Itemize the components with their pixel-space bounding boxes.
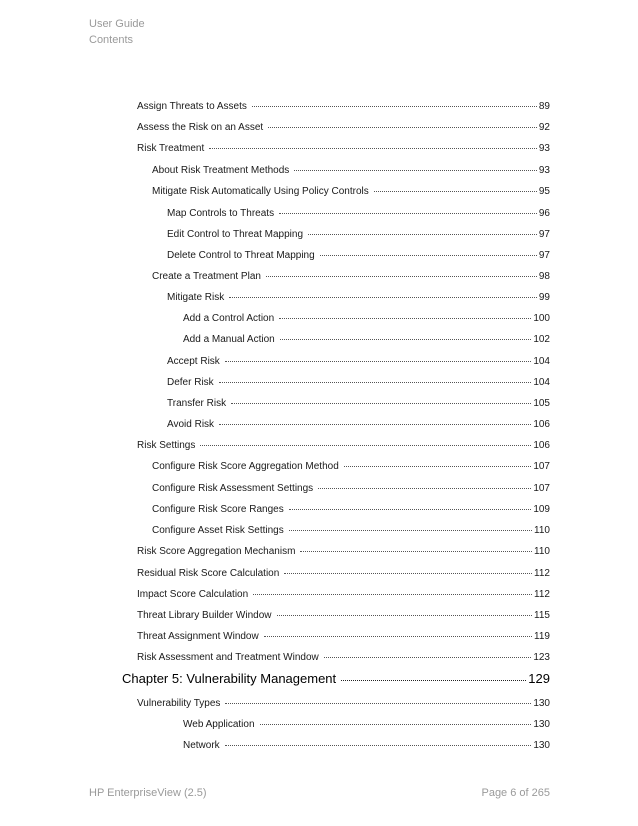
toc-leader-dots: [268, 127, 537, 128]
toc-entry-label: Transfer Risk: [167, 398, 227, 409]
toc-entry-page: 99: [538, 292, 550, 303]
toc-entry-page: 123: [533, 652, 550, 663]
toc-leader-dots: [300, 551, 532, 552]
toc-entry-label: Edit Control to Threat Mapping: [167, 229, 304, 240]
toc-leader-dots: [294, 170, 537, 171]
toc-leader-dots: [374, 191, 537, 192]
toc-leader-dots: [279, 213, 537, 214]
toc-leader-dots: [318, 488, 531, 489]
toc-entry-page: 95: [538, 186, 550, 197]
toc-entry-label: Chapter 5: Vulnerability Management: [122, 671, 337, 686]
toc-entry-page: 93: [538, 165, 550, 176]
toc-entry-label: Add a Control Action: [183, 313, 275, 324]
toc-entry-page: 130: [533, 740, 550, 751]
toc-entry[interactable]: [137, 652, 550, 663]
toc-entry-page: 93: [538, 143, 550, 154]
toc-entry[interactable]: [167, 250, 550, 261]
toc-entry[interactable]: [137, 589, 550, 600]
toc-entry-page: 106: [533, 440, 550, 451]
toc-entry[interactable]: [137, 440, 550, 451]
toc-entry-label: Map Controls to Threats: [167, 208, 275, 219]
toc-entry-label: Configure Risk Score Ranges: [152, 504, 284, 515]
toc-leader-dots: [225, 703, 531, 704]
toc-leader-dots: [279, 318, 531, 319]
toc-leader-dots: [266, 276, 537, 277]
toc-leader-dots: [277, 615, 533, 616]
toc-entry-page: 89: [538, 101, 550, 112]
toc-leader-dots: [229, 297, 537, 298]
toc-entry[interactable]: [167, 356, 550, 367]
toc-entry-page: 97: [538, 229, 550, 240]
toc-entry[interactable]: [167, 398, 550, 409]
toc-entry[interactable]: [152, 271, 550, 282]
toc-entry-page: 104: [533, 356, 550, 367]
toc-entry[interactable]: [183, 334, 550, 345]
toc-entry-label: Assess the Risk on an Asset: [137, 122, 264, 133]
toc-leader-dots: [252, 106, 537, 107]
toc-entry[interactable]: [137, 631, 550, 642]
toc-entry-page: 96: [538, 208, 550, 219]
toc-leader-dots: [225, 361, 532, 362]
toc-entry-label: Delete Control to Threat Mapping: [167, 250, 315, 261]
toc-entry-label: Web Application: [183, 719, 255, 730]
toc-entry[interactable]: [183, 719, 550, 730]
toc-entry-page: 106: [533, 419, 550, 430]
toc-entry-label: Accept Risk: [167, 356, 220, 367]
toc-entry[interactable]: [137, 610, 550, 621]
toc-leader-dots: [209, 148, 537, 149]
toc-leader-dots: [280, 339, 532, 340]
toc-entry-label: Risk Assessment and Treatment Window: [137, 652, 319, 663]
toc-entry-page: 112: [534, 568, 550, 579]
toc-entry-label: Threat Library Builder Window: [137, 610, 272, 621]
toc-entry[interactable]: [167, 419, 550, 430]
toc-entry[interactable]: [152, 165, 550, 176]
toc-entry-page: 119: [534, 631, 550, 642]
toc-entry-label: Residual Risk Score Calculation: [137, 568, 280, 579]
toc-entry-label: Risk Score Aggregation Mechanism: [137, 546, 296, 557]
toc-leader-dots: [289, 530, 532, 531]
toc-entry[interactable]: [137, 546, 550, 557]
toc-entry-page: 115: [534, 610, 550, 621]
running-header: [89, 16, 145, 48]
toc-entry-page: 112: [534, 589, 550, 600]
toc-entry-page: 107: [533, 483, 550, 494]
toc-entry-page: 110: [534, 525, 550, 536]
toc-entry[interactable]: [167, 377, 550, 388]
toc-entry[interactable]: [137, 143, 550, 154]
toc-entry[interactable]: [152, 483, 550, 494]
toc-entry-label: Defer Risk: [167, 377, 214, 388]
toc-entry[interactable]: [167, 292, 550, 303]
toc-entry[interactable]: [183, 313, 550, 324]
toc-entry-label: Create a Treatment Plan: [152, 271, 261, 282]
toc-entry-page: 110: [534, 546, 550, 557]
toc-entry[interactable]: [167, 229, 550, 240]
toc-entry-page: 98: [538, 271, 550, 282]
toc-entry[interactable]: [137, 698, 550, 709]
toc-entry[interactable]: [152, 504, 550, 515]
toc-leader-dots: [308, 234, 537, 235]
toc-entry-label: Assign Threats to Assets: [137, 101, 247, 112]
toc-leader-dots: [320, 255, 537, 256]
toc-entry-page: 102: [533, 334, 550, 345]
toc-entry-label: Mitigate Risk Automatically Using Policy Controls: [152, 186, 369, 197]
toc-leader-dots: [324, 657, 532, 658]
toc-entry-page: 129: [528, 671, 550, 686]
toc-entry[interactable]: [152, 186, 550, 197]
toc-entry-page: 105: [533, 398, 550, 409]
toc-entry-page: 130: [533, 719, 550, 730]
toc-entry-label: Avoid Risk: [167, 419, 215, 430]
toc-entry-page: 97: [538, 250, 550, 261]
toc-entry-label: Impact Score Calculation: [137, 589, 249, 600]
toc-entry[interactable]: [183, 740, 550, 751]
toc-entry[interactable]: [137, 122, 550, 133]
toc-leader-dots: [284, 573, 532, 574]
toc-entry-label: Configure Asset Risk Settings: [152, 525, 284, 536]
toc-leader-dots: [219, 424, 531, 425]
toc-leader-dots: [253, 594, 532, 595]
toc-leader-dots: [225, 745, 532, 746]
toc-entry[interactable]: [137, 568, 550, 579]
toc-entry-label: Configure Risk Score Aggregation Method: [152, 461, 339, 472]
header-guide-title: User Guide: [89, 18, 145, 30]
toc-leader-dots: [260, 724, 532, 725]
toc-entry-label: Vulnerability Types: [137, 698, 221, 709]
footer-product: HP EnterpriseView (2.5): [89, 787, 207, 799]
toc-leader-dots: [264, 636, 532, 637]
toc-entry-label: Add a Manual Action: [183, 334, 275, 345]
toc-entry-label: Network: [183, 740, 220, 751]
toc-entry-page: 109: [533, 504, 550, 515]
toc-entry[interactable]: [167, 208, 550, 219]
toc-leader-dots: [200, 445, 531, 446]
toc-entry-label: Threat Assignment Window: [137, 631, 259, 642]
toc-entry-label: Mitigate Risk: [167, 292, 225, 303]
toc-entry-page: 100: [533, 313, 550, 324]
toc-entry[interactable]: [152, 525, 550, 536]
toc-leader-dots: [219, 382, 532, 383]
toc-leader-dots: [341, 680, 526, 681]
toc-entry-label: Risk Settings: [137, 440, 196, 451]
toc-entry-label: Risk Treatment: [137, 143, 205, 154]
toc-entry-label: Configure Risk Assessment Settings: [152, 483, 314, 494]
toc-chapter-entry[interactable]: [122, 671, 550, 686]
toc-entry[interactable]: [152, 461, 550, 472]
header-section-title: Contents: [89, 34, 134, 46]
toc-entry-page: 130: [533, 698, 550, 709]
toc-entry-page: 107: [533, 461, 550, 472]
toc-entry-page: 104: [533, 377, 550, 388]
toc-leader-dots: [231, 403, 531, 404]
toc-entry-page: 92: [538, 122, 550, 133]
footer-page-number: Page 6 of 265: [481, 787, 550, 799]
toc-entry[interactable]: [137, 101, 550, 112]
toc-entry-label: About Risk Treatment Methods: [152, 165, 290, 176]
toc-leader-dots: [344, 466, 532, 467]
toc-leader-dots: [289, 509, 532, 510]
